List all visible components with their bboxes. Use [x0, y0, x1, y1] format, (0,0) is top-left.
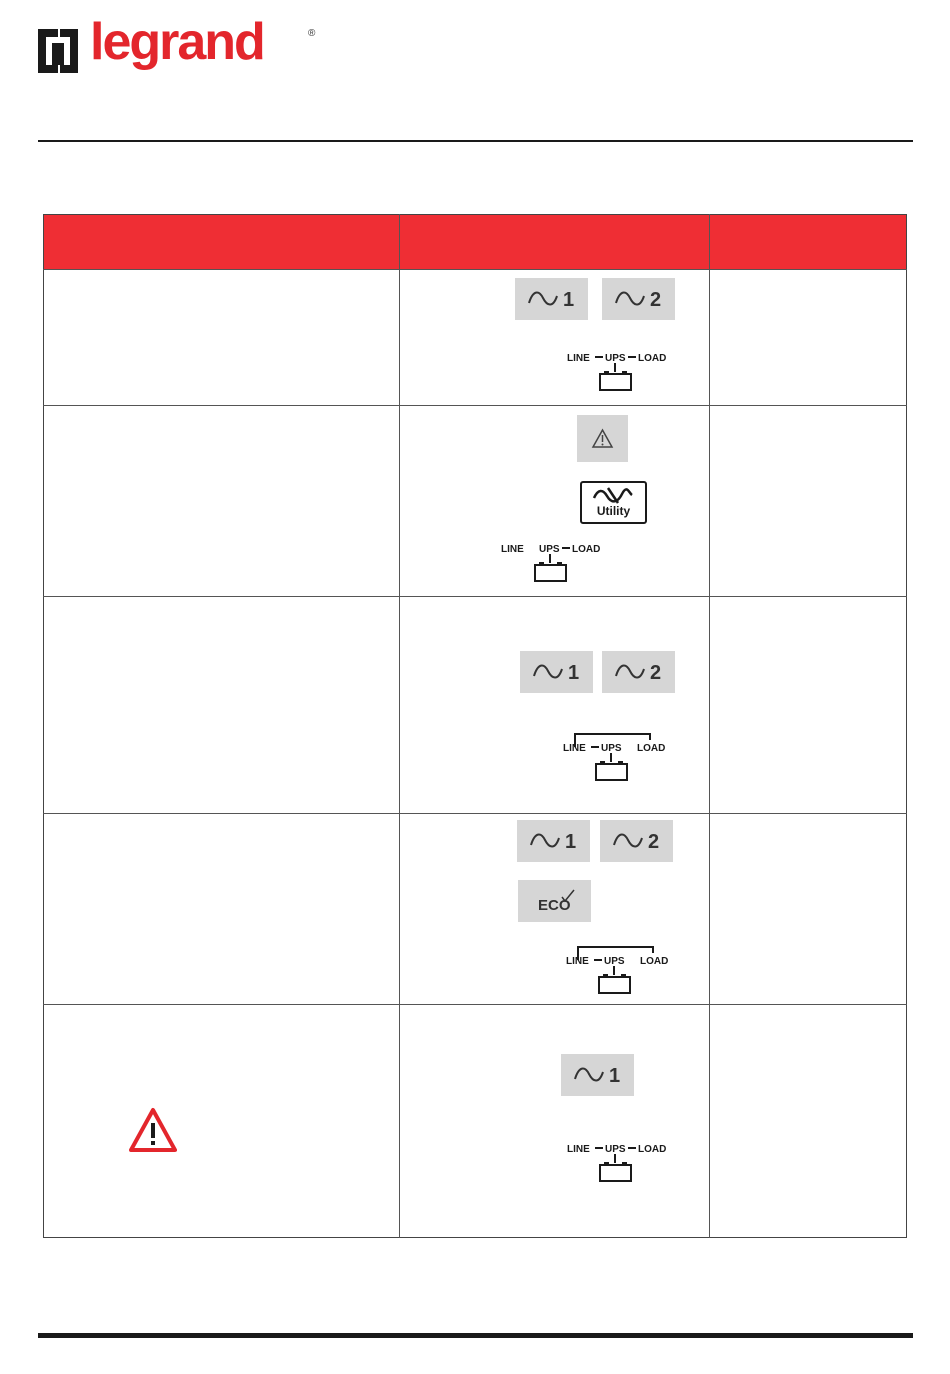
- line-ups-load-bypass-icon: [563, 945, 675, 997]
- svg-text:1: 1: [609, 1065, 621, 1087]
- flow-load-label: LOAD: [637, 743, 666, 754]
- caution-triangle-icon: [129, 1107, 177, 1153]
- flow-line-label: LINE: [567, 353, 590, 364]
- legrand-logo-mark-icon: [38, 29, 78, 73]
- flow-ups-label: UPS: [604, 956, 625, 967]
- flow-ups-label: UPS: [605, 353, 626, 364]
- svg-text:1: 1: [563, 289, 575, 311]
- flow-line-label: LINE: [501, 544, 524, 555]
- table-row-divider: [43, 269, 907, 270]
- input-2-sine-icon: [600, 820, 673, 862]
- table-frame: [43, 214, 907, 1238]
- svg-text:2: 2: [648, 831, 660, 853]
- svg-text:1: 1: [565, 831, 577, 853]
- input-2-sine-icon: [602, 278, 675, 320]
- svg-text:2: 2: [650, 289, 662, 311]
- input-1-sine-icon: [515, 278, 588, 320]
- input-1-sine-icon: [520, 651, 593, 693]
- utility-fault-icon: [580, 481, 647, 524]
- svg-text:2: 2: [650, 662, 662, 684]
- flow-load-label: LOAD: [572, 544, 601, 555]
- flow-load-label: LOAD: [638, 353, 667, 364]
- table-row-divider: [43, 405, 907, 406]
- flow-ups-label: UPS: [601, 743, 622, 754]
- input-1-sine-icon: [517, 820, 590, 862]
- eco-label: ECO: [538, 897, 571, 914]
- table-row-divider: [43, 596, 907, 597]
- table-row-divider: [43, 813, 907, 814]
- table-column-divider: [399, 214, 400, 1238]
- line-ups-load-flow-icon: [563, 1141, 675, 1185]
- eco-mode-icon: [518, 880, 591, 922]
- line-ups-load-flow-icon: [499, 541, 611, 585]
- flow-ups-label: UPS: [605, 1144, 626, 1155]
- flow-load-label: LOAD: [638, 1144, 667, 1155]
- flow-line-label: LINE: [566, 956, 589, 967]
- line-ups-load-bypass-icon: [560, 732, 672, 784]
- table-column-divider: [709, 214, 710, 1238]
- flow-line-label: LINE: [563, 743, 586, 754]
- warning-icon: [577, 415, 628, 462]
- utility-label: Utility: [596, 504, 631, 518]
- flow-line-label: LINE: [567, 1144, 590, 1155]
- header-rule: [38, 140, 913, 142]
- input-1-sine-icon: [561, 1054, 634, 1096]
- logo-wordmark: legrand: [90, 13, 264, 71]
- registered-mark: ®: [308, 28, 316, 39]
- input-2-sine-icon: [602, 651, 675, 693]
- footer-rule: [38, 1333, 913, 1338]
- flow-load-label: LOAD: [640, 956, 669, 967]
- flow-ups-label: UPS: [539, 544, 560, 555]
- svg-text:1: 1: [568, 662, 580, 684]
- ups-mode-table: [43, 214, 907, 1238]
- line-ups-load-flow-icon: [563, 350, 675, 394]
- table-row-divider: [43, 1004, 907, 1005]
